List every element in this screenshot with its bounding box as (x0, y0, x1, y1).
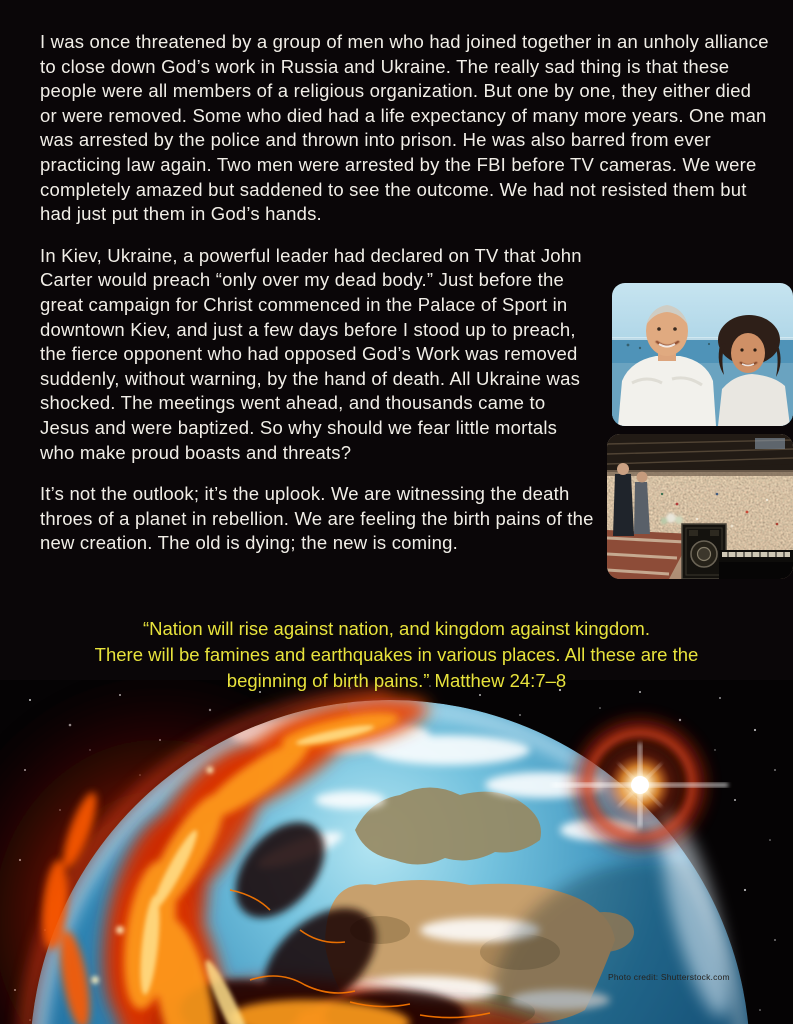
paragraph-uplook: It’s not the outlook; it’s the uplook. We are witnessing the death throes of a planet in rebellion. We are feeling the birth pains of the new creation. The old is dying; the new is coming. (40, 483, 594, 554)
quote-line-2: There will be famines and earthquakes in various places. All these are the (94, 644, 699, 665)
paragraph-kiev: In Kiev, Ukraine, a powerful leader had declared on TV that John Carter would preach “only over my dead body.” Just before the great campaign for Christ commenced in the Palace of Sport in downtown Kiev, and just a few days before I stood up to preach, the fierce opponent who had opposed God’s Work was removed suddenly, without warning, by the hand of death. All Ukraine was shocked. The meetings went ahead, and thousands came to Jesus and were baptized. So why should we fear little mortals who make proud boasts and threats? (40, 244, 582, 463)
keyboard-mixer (719, 550, 793, 579)
quote-line-1: “Nation will rise against nation, and kingdom against kingdom. (143, 618, 650, 639)
scripture-quote (0, 616, 793, 694)
quote-line-3: beginning of birth pains.” Matthew 24:7–8 (226, 670, 567, 691)
photo-crowd-arena (607, 434, 793, 579)
photo-couple-baptism (612, 283, 793, 426)
photo-credit: Photo credit: Shutterstock.com (608, 972, 730, 982)
paragraph-threatened: I was once threatened by a group of men who had joined together in an unholy alliance to close down God’s work in Russia and Ukraine. The really sad thing is that these people were all members of a religious organization. But one by one, they either died or were removed. Some who died had a life expectancy of many more years. One man was arrested by the police and thrown into prison. He was also barred from ever practicing law again. Two men were arrested by the FBI before TV cameras. We were completely amazed but saddened to see the outcome. We had not resisted them but had just put them in God’s hands. (40, 31, 769, 225)
